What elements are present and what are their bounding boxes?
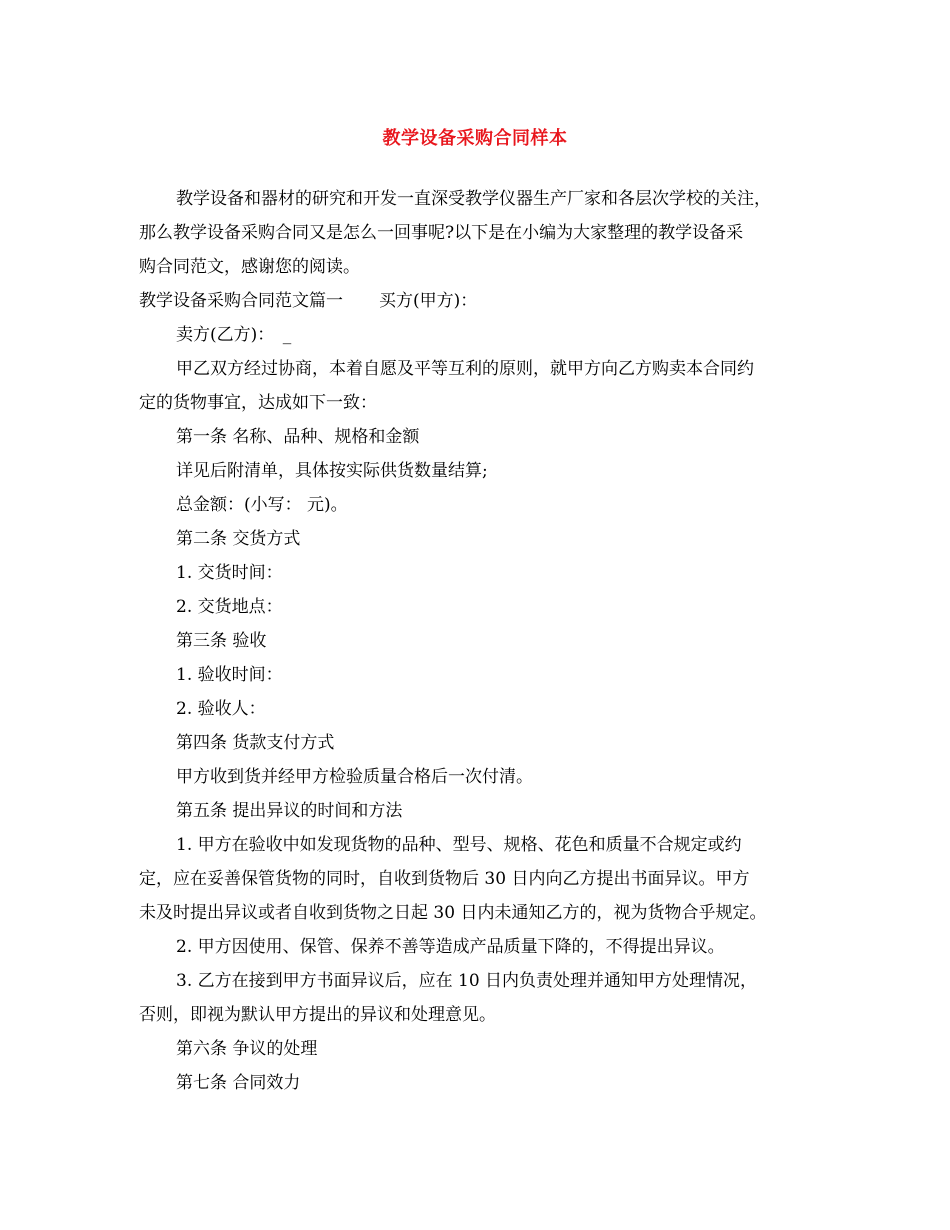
article-heading: 第二条 交货方式	[176, 529, 301, 549]
article-heading: 第五条 提出异议的时间和方法	[176, 801, 403, 821]
paragraph-line: 1. 甲方在验收中如发现货物的品种、型号、规格、花色和质量不合规定或约	[176, 835, 742, 855]
buyer-label: 买方(甲方)：	[379, 291, 478, 311]
paragraph-line: 详见后附清单，具体按实际供货数量结算;	[176, 461, 488, 481]
article-heading: 第三条 验收	[176, 631, 267, 651]
paragraph-line: 未及时提出异议或者自收到货物之日起 30 日内未通知乙方的，视为货物合乎规定。	[139, 903, 767, 923]
seller-line: 卖方(乙方)： _	[176, 325, 292, 345]
paragraph-line: 定的货物事宜，达成如下一致：	[139, 393, 377, 413]
paragraph-line: 3. 乙方在接到甲方书面异议后，应在 10 日内负责处理并通知甲方处理情况，	[176, 971, 758, 991]
paragraph-line: 甲乙双方经过协商，本着自愿及平等互利的原则，就甲方向乙方购卖本合同约	[176, 359, 754, 379]
article-heading: 第四条 货款支付方式	[176, 733, 335, 753]
section-heading-line	[139, 290, 477, 312]
section-heading: 教学设备采购合同范文篇一	[139, 291, 343, 311]
list-item: 2. 验收人：	[176, 699, 266, 719]
paragraph-line: 2. 甲方因使用、保管、保养不善等造成产品质量下降的，不得提出异议。	[176, 937, 725, 957]
article-heading: 第一条 名称、品种、规格和金额	[176, 427, 420, 447]
paragraph-line: 总金额：(小写： 元)。	[176, 495, 348, 515]
paragraph-line: 购合同范文，感谢您的阅读。	[139, 257, 360, 277]
list-item: 1. 验收时间：	[176, 665, 283, 685]
paragraph-line: 教学设备和器材的研究和开发一直深受教学仪器生产厂家和各层次学校的关注，	[176, 189, 771, 209]
paragraph-line: 那么教学设备采购合同又是怎么一回事呢?以下是在小编为大家整理的教学设备采	[139, 223, 744, 243]
article-heading: 第七条 合同效力	[176, 1073, 301, 1093]
article-heading: 第六条 争议的处理	[176, 1039, 318, 1059]
document-title: 教学设备采购合同样本	[382, 128, 568, 149]
paragraph-line: 定，应在妥善保管货物的同时，自收到货物后 30 日内向乙方提出书面异议。甲方	[139, 869, 750, 889]
list-item: 1. 交货时间：	[176, 563, 283, 583]
list-item: 2. 交货地点：	[176, 597, 283, 617]
paragraph-line: 否则，即视为默认甲方提出的异议和处理意见。	[139, 1005, 496, 1025]
paragraph-line: 甲方收到货并经甲方检验质量合格后一次付清。	[176, 767, 533, 787]
